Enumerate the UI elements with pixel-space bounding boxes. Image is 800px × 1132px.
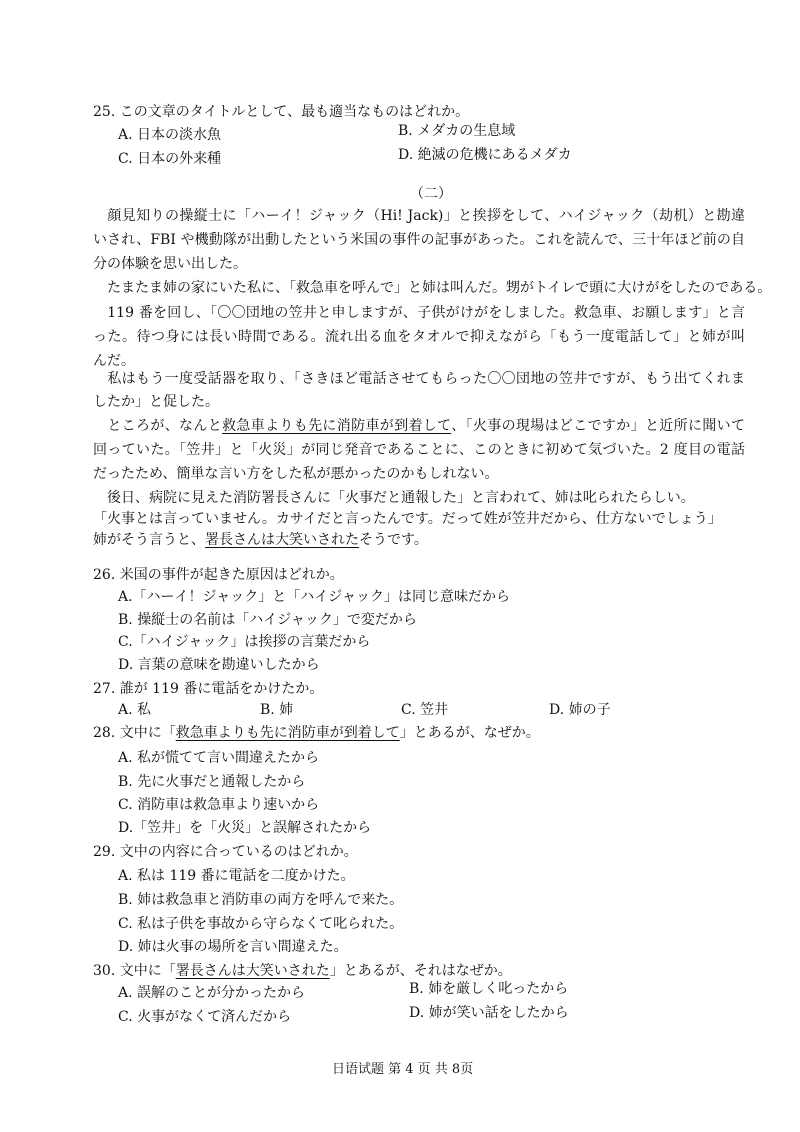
q27-option-d: D. 姉の子 [549,702,611,718]
passage-line [93,231,745,249]
underlined-phrase: 署長さんは大笑いされた [205,532,359,548]
q28-option-a: A. 私が慌てて言い間違えたから [118,750,320,766]
q28-quoted: 救急車よりも先に消防車が到着して [175,725,400,741]
q27-option-b: B. 姉 [260,702,294,718]
passage-text: 私はもう一度受話器を取り、「さきほど電話させてもらった〇〇団地の笠井ですが、もう出てくれま [93,371,745,387]
passage-line [93,207,745,225]
passage-text: ところが、なんと [93,418,223,434]
passage-line [93,255,247,273]
passage-line [93,441,745,459]
passage-line [93,417,745,435]
q25-option-c: C. 日本の外来種 [118,151,222,167]
underlined-phrase: 救急車よりも先に消防車が到着して [222,418,452,434]
q28-option-d: D.「笠井」を「火災」と誤解されたから [118,820,372,836]
passage-text: いされ、FBI や機動隊が出動したという米国の事件の記事があった。これを読んで、三十年ほど前の自 [93,232,745,248]
passage-line [93,465,498,483]
q27-option-a: A. 私 [118,702,152,718]
q29-option-c: C. 私は子供を事故から守らなくて叱られた。 [118,916,404,932]
q30-option-a: A. 誤解のことが分かったから [118,985,306,1001]
q30-suffix: 」とあるが、それはなぜか。 [329,963,512,979]
q25-option-b: B. メダカの生息域 [398,123,516,139]
section-title: （二） [410,186,452,202]
q29-option-a: A. 私は 119 番に電話を二度かけた。 [118,868,355,884]
passage-text: そうです。 [359,532,428,548]
q28-option-b: B. 先に火事だと通報したから [118,774,306,790]
q30-option-d: D. 姉が笑い話をしたから [409,1005,569,1021]
passage-text: 姉がそう言うと、 [93,532,205,548]
q26-option-b: B. 操縦士の名前は「ハイジャック」で変だから [118,612,417,628]
q28-suffix: 」とあるが、なぜか。 [399,725,540,741]
passage-text: 、「火事の現場はどこですか」と近所に聞いて [451,418,746,434]
question-29: 29. 文中の内容に合っているのはどれか。 [93,844,358,860]
passage-text: んだ。 [93,353,135,369]
q29-option-d: D. 姉は火事の場所を言い間違えた。 [118,939,348,955]
q28-prefix: 28. 文中に「 [93,725,176,741]
passage-text: 顔見知りの操縦士に「ハーイ！ジャック（Hi! Jack)」と挨拶をして、ハイジャック（劫机）と勘違 [93,208,745,224]
q30-quoted: 署長さんは大笑いされた [175,963,330,979]
passage-line [93,370,745,388]
passage-text: したか」と促した。 [93,394,219,410]
passage-line [93,328,745,346]
q30-option-b: B. 姉を厳しく叱ったから [409,981,569,997]
q27-option-c: C. 笠井 [401,702,449,718]
passage-text: だったため、簡単な言い方をした私が悪かったのかもしれない。 [93,466,499,482]
q30-option-c: C. 火事がなくて済んだから [118,1009,292,1025]
passage-line [93,489,695,507]
passage-line [93,304,745,322]
passage-text: 「火事とは言っていません。カサイだと言ったんです。だって姓が笠井だから、仕方ないでしょう」 [93,511,722,527]
q26-option-d: D. 言葉の意味を勘違いしたから [118,657,320,673]
passage-text: 分の体験を思い出した。 [93,256,247,272]
passage-text: たまたま姉の家にいた私に、「救急車を呼んで」と姉は叫んだ。甥がトイレで頭に大けがをしたのである。 [93,280,772,296]
question-27: 27. 誰が 119 番に電話をかけたか。 [93,681,324,697]
passage-line [93,279,772,297]
passage-text: 後日、病院に見えた消防署長さんに「火事だと通報した」と言われて、姉は叱られたらしい。 [93,490,695,506]
q28-option-c: C. 消防車は救急車より速いから [118,797,320,813]
passage-text: 119 番を回し、「〇〇団地の笠井と申しますが、子供がけがをしました。救急車、お願します」と言 [93,305,745,321]
q25-option-a: A. 日本の淡水魚 [118,127,222,143]
q26-option-a: A.「ハーイ！ジャック」と「ハイジャック」は同じ意味だから [118,589,510,605]
q29-option-b: B. 姉は救急車と消防車の両方を呼んで来た。 [118,892,404,908]
q25-option-d: D. 絶滅の危機にあるメダカ [398,147,572,163]
question-26: 26. 米国の事件が起きた原因はどれか。 [93,567,344,583]
q26-option-c: C.「ハイジャック」は挨拶の言葉だから [118,634,371,650]
q30-prefix: 30. 文中に「 [93,963,176,979]
question-28 [93,724,540,742]
passage-text: 回っていた。「笠井」と「火災」が同じ発音であることに、このときに初めて気づいた。2 度目の電話 [93,442,745,458]
question-30 [93,962,512,980]
passage-line [93,352,135,370]
passage-line [93,531,428,549]
page-footer: 日语试题 第 4 页 共 8页 [332,1062,474,1077]
question-25: 25. この文章のタイトルとして、最も適当なものはどれか。 [93,104,470,120]
passage-text: った。待つ身には長い時間である。流れ出る血をタオルで抑えながら「もう一度電話して」と姉が叫 [93,329,745,345]
passage-line [93,510,722,528]
passage-line [93,393,219,411]
